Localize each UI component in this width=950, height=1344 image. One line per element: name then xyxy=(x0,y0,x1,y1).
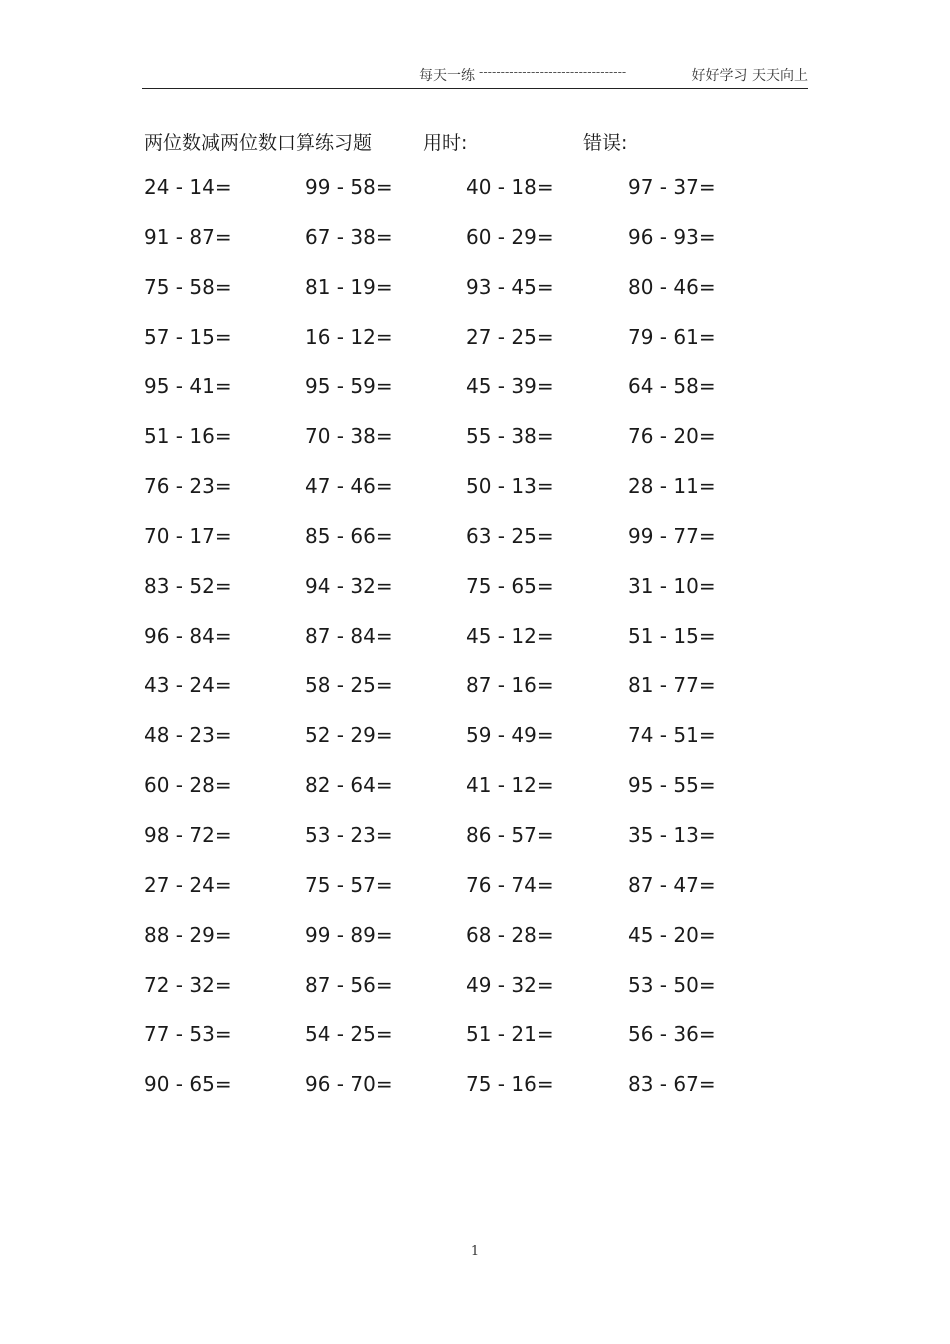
problem-row xyxy=(144,1022,804,1072)
title-row xyxy=(144,128,804,158)
problem-item: 31 - 10= xyxy=(628,573,716,598)
problem-item: 99 - 77= xyxy=(628,523,716,548)
problem-item: 24 - 14= xyxy=(144,175,232,199)
header-right-text: 好好学习 天天向上 xyxy=(691,68,808,84)
problem-item: 56 - 36= xyxy=(628,1022,716,1047)
problem-row xyxy=(144,574,804,624)
problem-item: 57 - 15= xyxy=(144,324,232,349)
header-dashes: ---------------------------------- xyxy=(479,65,627,79)
problem-item: 79 - 61= xyxy=(628,324,716,349)
problem-row xyxy=(144,1072,804,1122)
problem-row xyxy=(144,374,804,424)
problem-row xyxy=(144,624,804,674)
problem-item: 93 - 45= xyxy=(466,274,554,299)
problem-row xyxy=(144,175,804,225)
problem-item: 95 - 55= xyxy=(628,773,716,798)
problem-item: 53 - 50= xyxy=(628,972,716,997)
problem-item: 43 - 24= xyxy=(144,673,232,698)
problem-item: 28 - 11= xyxy=(628,474,716,499)
problem-item: 95 - 59= xyxy=(305,374,393,399)
problem-item: 75 - 58= xyxy=(144,274,232,299)
error-label: 错误: xyxy=(583,132,628,154)
problem-item: 48 - 23= xyxy=(144,723,232,748)
problem-item: 99 - 89= xyxy=(305,922,393,947)
problem-item: 83 - 67= xyxy=(628,1072,716,1097)
problem-item: 87 - 16= xyxy=(466,673,554,698)
problem-row xyxy=(144,325,804,375)
problem-item: 51 - 21= xyxy=(466,1022,554,1047)
problem-item: 82 - 64= xyxy=(305,773,393,798)
problem-item: 74 - 51= xyxy=(628,723,716,748)
problem-item: 72 - 32= xyxy=(144,972,232,997)
problem-item: 41 - 12= xyxy=(466,773,554,798)
header-rule xyxy=(142,88,808,89)
problem-item: 55 - 38= xyxy=(466,424,554,449)
problem-item: 95 - 41= xyxy=(144,374,232,399)
problem-item: 96 - 84= xyxy=(144,623,232,648)
problem-item: 96 - 70= xyxy=(305,1072,393,1097)
time-label: 用时: xyxy=(423,132,468,154)
problem-item: 77 - 53= xyxy=(144,1022,232,1047)
problem-item: 47 - 46= xyxy=(305,474,393,499)
problem-item: 91 - 87= xyxy=(144,224,232,249)
problem-item: 59 - 49= xyxy=(466,723,554,748)
problem-item: 96 - 93= xyxy=(628,224,716,249)
problem-item: 76 - 20= xyxy=(628,424,716,449)
problem-item: 60 - 29= xyxy=(466,224,554,249)
problem-item: 75 - 57= xyxy=(305,872,393,897)
problem-item: 50 - 13= xyxy=(466,474,554,499)
problem-item: 76 - 23= xyxy=(144,474,232,499)
problem-item: 52 - 29= xyxy=(305,723,393,748)
problem-row xyxy=(144,723,804,773)
header-left-text: 每天一练 xyxy=(419,68,475,84)
problem-item: 45 - 12= xyxy=(466,623,554,648)
problem-item: 27 - 25= xyxy=(466,324,554,349)
problem-row xyxy=(144,275,804,325)
problem-item: 58 - 25= xyxy=(305,673,393,698)
page-header xyxy=(142,62,808,84)
problem-row xyxy=(144,923,804,973)
problem-row xyxy=(144,823,804,873)
problem-item: 35 - 13= xyxy=(628,822,716,847)
problem-item: 49 - 32= xyxy=(466,972,554,997)
page-number: 1 xyxy=(470,1244,480,1259)
problem-item: 51 - 15= xyxy=(628,623,716,648)
problem-item: 80 - 46= xyxy=(628,274,716,299)
problem-item: 86 - 57= xyxy=(466,822,554,847)
problem-item: 54 - 25= xyxy=(305,1022,393,1047)
problem-item: 75 - 65= xyxy=(466,573,554,598)
problem-item: 45 - 20= xyxy=(628,922,716,947)
problem-item: 98 - 72= xyxy=(144,822,232,847)
problem-item: 63 - 25= xyxy=(466,523,554,548)
problem-item: 87 - 56= xyxy=(305,972,393,997)
problem-item: 75 - 16= xyxy=(466,1072,554,1097)
problem-row xyxy=(144,773,804,823)
problem-item: 94 - 32= xyxy=(305,573,393,598)
problem-item: 81 - 19= xyxy=(305,274,393,299)
worksheet-title: 两位数减两位数口算练习题 xyxy=(144,132,373,154)
problem-item: 70 - 38= xyxy=(305,424,393,449)
problem-item: 70 - 17= xyxy=(144,523,232,548)
problem-item: 76 - 74= xyxy=(466,872,554,897)
problem-item: 51 - 16= xyxy=(144,424,232,449)
problem-row xyxy=(144,424,804,474)
problem-item: 40 - 18= xyxy=(466,175,554,199)
problem-row xyxy=(144,524,804,574)
problem-row xyxy=(144,474,804,524)
problem-item: 88 - 29= xyxy=(144,922,232,947)
problem-item: 99 - 58= xyxy=(305,175,393,199)
problem-item: 97 - 37= xyxy=(628,175,716,199)
problem-item: 68 - 28= xyxy=(466,922,554,947)
problem-item: 53 - 23= xyxy=(305,822,393,847)
problem-item: 64 - 58= xyxy=(628,374,716,399)
problem-item: 60 - 28= xyxy=(144,773,232,798)
problem-item: 81 - 77= xyxy=(628,673,716,698)
problem-item: 87 - 84= xyxy=(305,623,393,648)
problem-grid xyxy=(144,175,804,1122)
problem-row xyxy=(144,873,804,923)
problem-item: 45 - 39= xyxy=(466,374,554,399)
problem-item: 16 - 12= xyxy=(305,324,393,349)
problem-item: 83 - 52= xyxy=(144,573,232,598)
problem-item: 27 - 24= xyxy=(144,872,232,897)
problem-item: 67 - 38= xyxy=(305,224,393,249)
problem-item: 90 - 65= xyxy=(144,1072,232,1097)
problem-item: 87 - 47= xyxy=(628,872,716,897)
problem-item: 85 - 66= xyxy=(305,523,393,548)
problem-row xyxy=(144,673,804,723)
problem-row xyxy=(144,225,804,275)
problem-row xyxy=(144,973,804,1023)
